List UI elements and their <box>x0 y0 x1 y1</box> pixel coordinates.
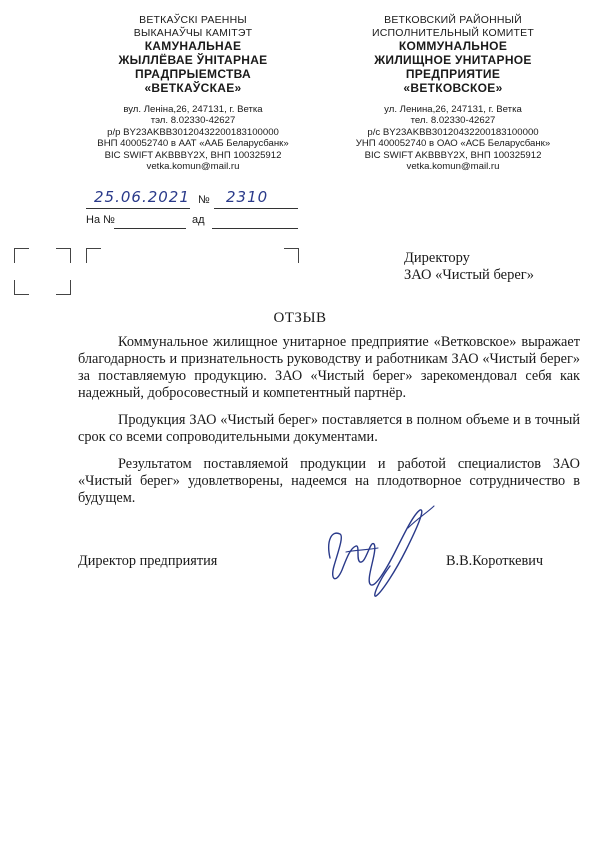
number-underline <box>214 208 298 209</box>
bic-code: BIC SWIFT AKBBBY2X, ВНП 100325912 <box>104 149 282 161</box>
number-label: № <box>198 194 210 206</box>
authority-line-1: ВЕТКОВСКИЙ РАЙОННЫЙ <box>384 14 522 26</box>
email: vetka.komun@mail.ru <box>406 161 500 173</box>
reference-label: На № <box>86 214 115 226</box>
paragraph-3: Результатом поставляемой продукции и работой специалистов ЗАО «Чистый берег» удовлетворены, надеемся на плодотворное сотрудничество в будущем. <box>78 456 580 506</box>
corner-mark-bottom-left <box>14 280 29 295</box>
requisites <box>78 104 308 172</box>
corner-mark-top-right-2 <box>284 248 299 263</box>
handwritten-signature <box>316 500 436 600</box>
org-name-line-4: «ВЕТКОВСКОЕ» <box>403 81 503 95</box>
org-name-line-3: ПРЕДПРИЯТИЕ <box>405 67 501 81</box>
authority-line-2: ИСПОЛНИТЕЛЬНЫЙ КОМИТЕТ <box>372 26 534 39</box>
org-name-line-1: КОММУНАЛЬНОЕ <box>398 39 508 53</box>
reference-underline <box>114 228 186 229</box>
requisites <box>338 104 568 172</box>
corner-mark-top-left-2 <box>86 248 101 263</box>
addressee <box>404 250 534 284</box>
bank-name: ВНП 400052740 в ААТ «ААБ Беларусбанк» <box>97 138 289 150</box>
letterhead-belarusian <box>78 14 308 172</box>
address: ул. Ленина,26, 247131, г. Ветка <box>384 104 522 115</box>
bank-account: р/с BY23AKBB30120432200183100000 <box>367 126 539 138</box>
addressee-position: Директору <box>404 250 470 266</box>
bank-name: УНП 400052740 в ОАО «АСБ Беларусбанк» <box>355 138 551 150</box>
letter-body <box>78 334 580 517</box>
signatory-name: В.В.Короткевич <box>446 553 544 569</box>
date-underline <box>86 208 190 209</box>
paragraph-1: Коммунальное жилищное унитарное предприятие «Ветковское» выражает благодарность и признательность руководству и работникам ЗАО «Чистый берег» за поставляемую продукцию. ЗАО «Чистый берег» зарекомендовал себя как надежный, добросовестный и компетентный партнёр. <box>78 334 580 401</box>
corner-mark-top-right <box>56 248 71 263</box>
phone: тэл. 8.02330-42627 <box>150 115 236 127</box>
registration-number: 2310 <box>226 188 269 206</box>
authority-line-2: ВЫКАНАЎЧЫ КАМІТЭТ <box>133 26 253 39</box>
phone: тел. 8.02330-42627 <box>410 115 496 127</box>
corner-mark-top-left <box>14 248 29 263</box>
address: вул. Леніна,26, 247131, г. Ветка <box>123 104 263 115</box>
from-label: ад <box>192 214 205 226</box>
bank-account: р/р BY23AKBB30120432200183100000 <box>107 126 279 138</box>
bic-code: BIC SWIFT AKBBBY2X, ВНП 100325912 <box>364 149 542 161</box>
corner-mark-bottom-right <box>56 280 71 295</box>
signatory-position: Директор предприятия <box>78 553 218 569</box>
org-name-line-2: ЖЫЛЛЁВАЕ ЎНІТАРНАЕ <box>118 53 268 67</box>
org-name-line-2: ЖИЛИЩНОЕ УНИТАРНОЕ <box>374 53 532 67</box>
from-underline <box>212 228 298 229</box>
org-name-line-4: «ВЕТКАЎСКАЕ» <box>144 81 242 95</box>
org-name-line-1: КАМУНАЛЬНАЕ <box>144 39 242 53</box>
authority-line-1: ВЕТКАЎСКІ РАЕННЫ <box>139 14 247 26</box>
addressee-company: ЗАО «Чистый берег» <box>404 267 534 283</box>
document-title: ОТЗЫВ <box>273 310 327 326</box>
letterhead-russian <box>338 14 568 172</box>
paragraph-2: Продукция ЗАО «Чистый берег» поставляется в полном объеме и в точный срок со всеми сопроводительными документами. <box>78 412 580 445</box>
registration-date: 25.06.2021 <box>94 188 190 206</box>
email: vetka.komun@mail.ru <box>146 161 240 173</box>
org-name-line-3: ПРАДПРЫЕМСТВА <box>135 67 251 81</box>
